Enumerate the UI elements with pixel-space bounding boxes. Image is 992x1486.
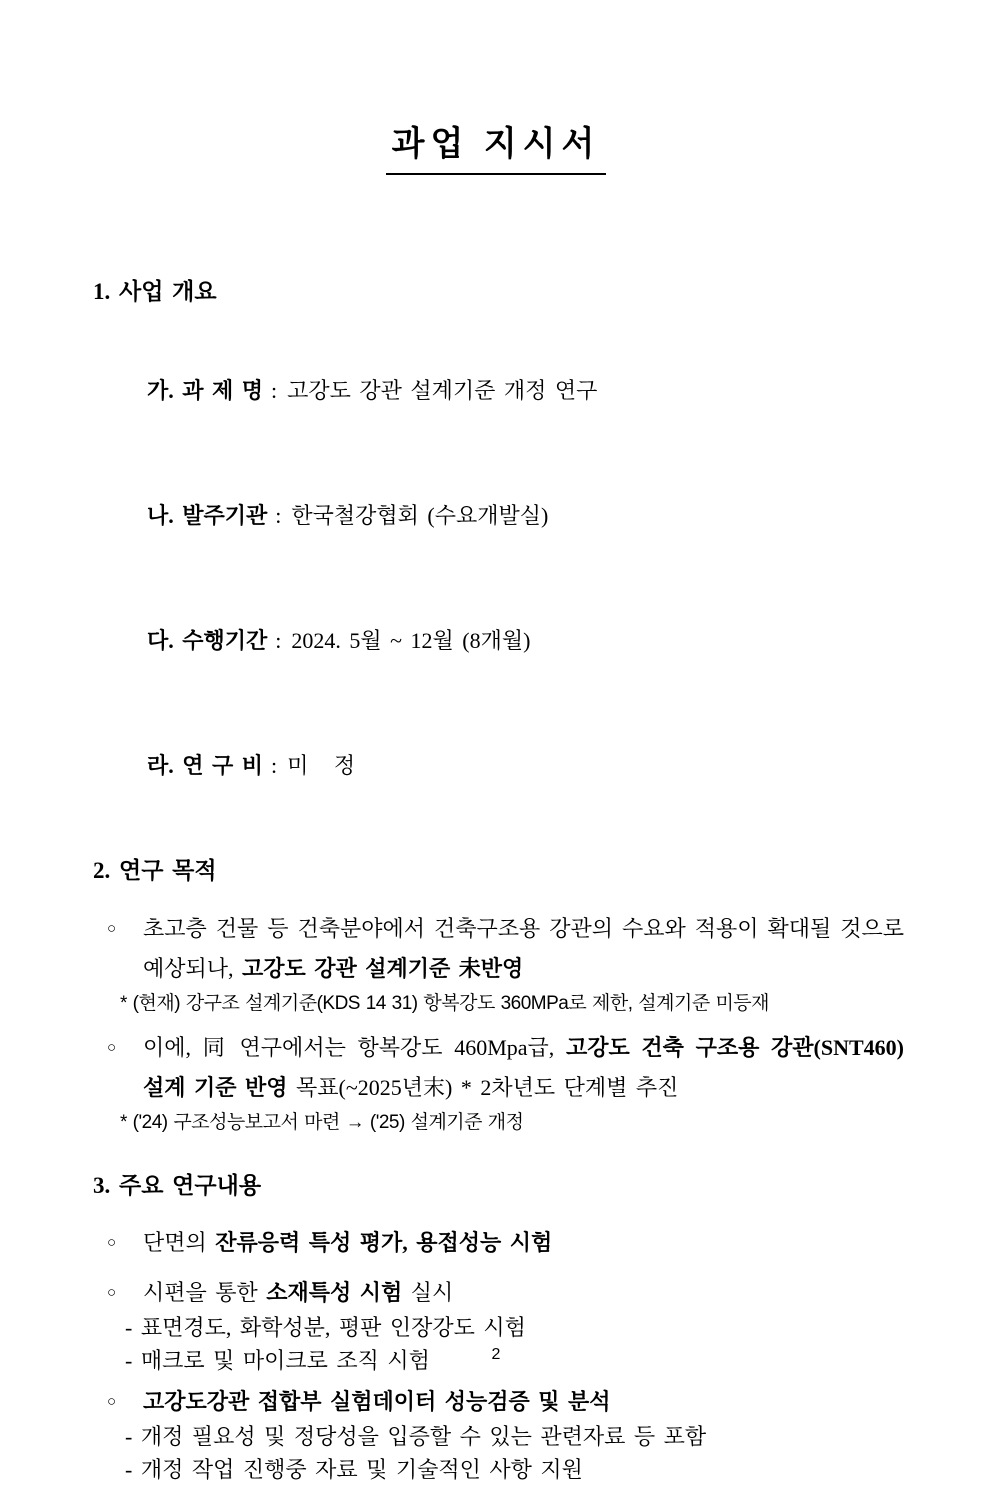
item-project-name-value: 고강도 강관 설계기준 개정 연구 <box>287 378 598 403</box>
bullet-text-bold: 고강도강관 접합부 실험데이터 성능검증 및 분석 <box>143 1389 611 1414</box>
bullet-joint-verification <box>107 1385 904 1419</box>
item-budget-label: 라. 연 구 비 <box>147 753 264 778</box>
bullet-material-test <box>107 1276 904 1310</box>
dash-item-revision-support: - 개정 작업 진행중 자료 및 기술적인 사항 지원 <box>125 1457 583 1482</box>
page-number: 2 <box>491 1346 501 1363</box>
dash-item-macro-micro: - 매크로 및 마이크로 조직 시험 <box>125 1348 430 1373</box>
bullet-demand-expansion-text <box>143 909 904 989</box>
item-budget <box>113 723 904 806</box>
label-separator: : <box>275 628 282 653</box>
circle-bullet-marker: ○ <box>107 1235 117 1251</box>
bullet-text-bold: 소재특성 시험 <box>266 1280 403 1305</box>
bullet-text-bold: 고강도 강관 설계기준 未반영 <box>242 956 524 981</box>
circle-bullet-marker: ○ <box>107 1040 117 1056</box>
item-project-name <box>113 348 904 431</box>
bullet-design-standard-goal-text <box>143 1028 904 1108</box>
note-yearly-plan: * ('24) 구조성능보고서 마련 → ('25) 설계기준 개정 <box>120 1112 524 1133</box>
item-period-value: 2024. 5월 ~ 12월 (8개월) <box>291 628 531 653</box>
bullet-material-test-text <box>143 1276 904 1310</box>
section1-heading: 1. 사업 개요 <box>93 279 217 304</box>
bullet-text-regular: 시편을 통한 <box>143 1280 267 1305</box>
bullet-residual-stress <box>107 1226 904 1260</box>
bullet-joint-verification-text <box>143 1385 904 1419</box>
title-wrap <box>88 0 904 175</box>
item-period-label: 다. 수행기간 <box>147 628 268 653</box>
circle-bullet-marker: ○ <box>107 1285 117 1301</box>
note-current-standard: * (현재) 강구조 설계기준(KDS 14 31) 항복강도 360MPa로 제한, 설계기준 미등재 <box>120 993 770 1014</box>
bullet-text-bold: 잔류응력 특성 평가, 용접성능 시험 <box>215 1230 553 1255</box>
label-separator: : <box>275 503 282 528</box>
circle-bullet-marker: ○ <box>107 921 117 937</box>
item-ordering-agency-value: 한국철강협회 (수요개발실) <box>291 503 549 528</box>
item-ordering-agency <box>113 473 904 556</box>
section3-heading: 3. 주요 연구내용 <box>93 1173 262 1198</box>
circle-bullet-marker: ○ <box>107 1394 117 1410</box>
bullet-text-regular: 이에, 同 연구에서는 항복강도 460Mpa급, <box>143 1035 566 1060</box>
dash-item-revision-evidence: - 개정 필요성 및 정당성을 입증할 수 있는 관련자료 등 포함 <box>125 1424 707 1449</box>
bullet-text-regular: 목표(~2025년末) * 2차년도 단계별 추진 <box>287 1075 679 1100</box>
bullet-text-regular: 단면의 <box>143 1230 216 1255</box>
item-period <box>113 598 904 681</box>
dash-item-surface-hardness: - 표면경도, 화학성분, 평판 인장강도 시험 <box>125 1315 526 1340</box>
bullet-text-bold: 고강도 건축 구조용 강관(SNT460) 설계 기준 반영 <box>143 1035 904 1100</box>
section2-heading: 2. 연구 목적 <box>93 858 217 883</box>
item-project-name-label: 가. 과 제 명 <box>147 378 264 403</box>
bullet-residual-stress-text <box>143 1226 904 1260</box>
bullet-design-standard-goal <box>107 1028 904 1108</box>
bullet-demand-expansion <box>107 909 904 989</box>
bullet-text-regular: 실시 <box>402 1280 454 1305</box>
item-budget-value: 미 정 <box>287 753 356 778</box>
item-ordering-agency-label: 나. 발주기관 <box>147 503 268 528</box>
label-separator: : <box>271 378 278 403</box>
bullet-text-regular: 초고층 건물 등 건축분야에서 건축구조용 강관의 수요와 적용이 확대될 것으로 예상되나, <box>143 916 904 981</box>
page-title: 과업 지시서 <box>386 116 607 175</box>
label-separator: : <box>271 753 278 778</box>
